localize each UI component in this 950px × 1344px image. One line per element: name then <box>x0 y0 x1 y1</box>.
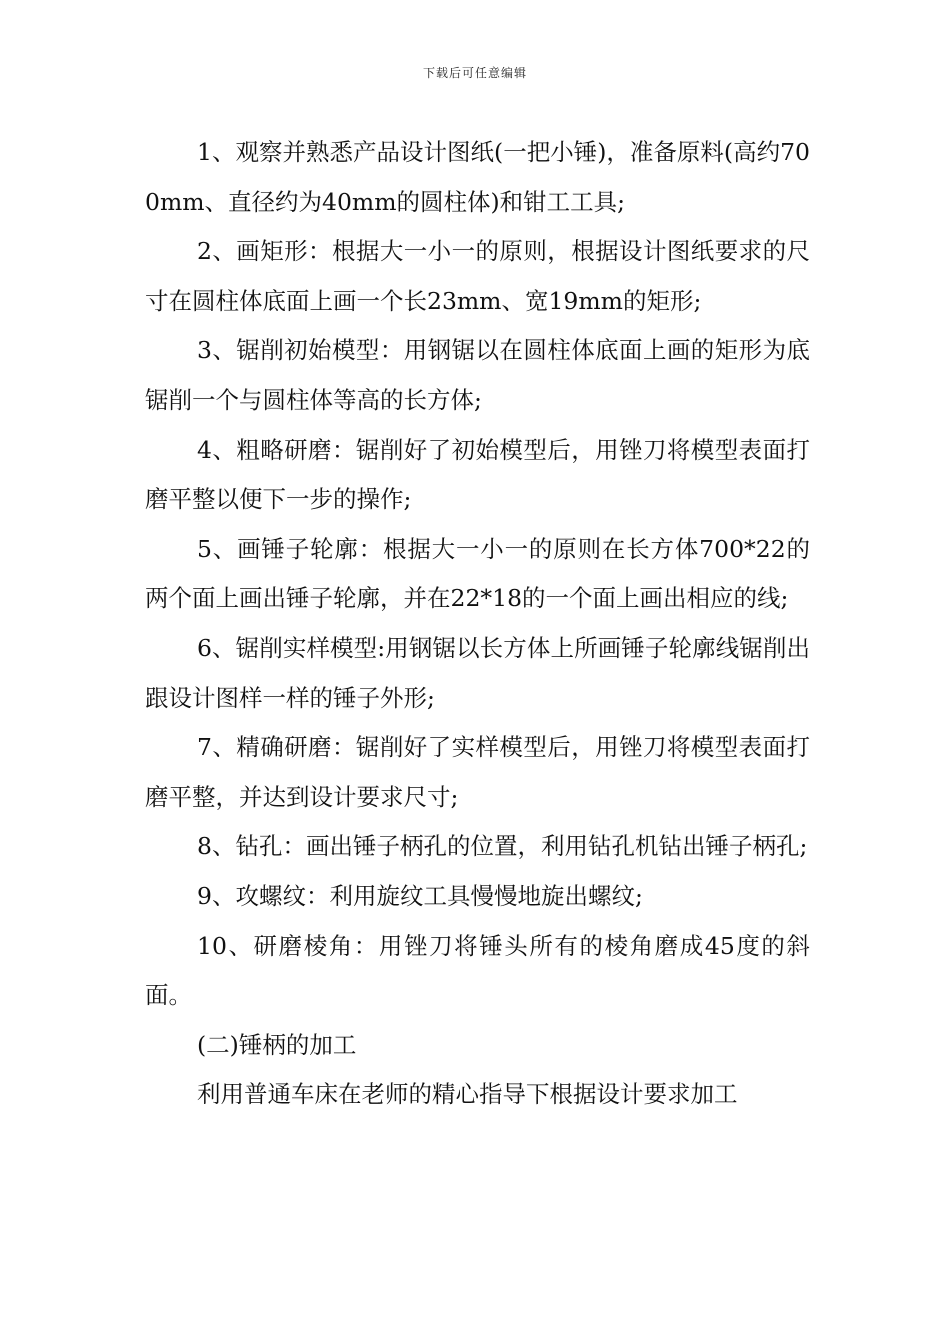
step-8-paragraph: 8、钻孔：画出锤子柄孔的位置，利用钻孔机钻出锤子柄孔; <box>197 832 808 861</box>
step-1-paragraph: 1、观察并熟悉产品设计图纸(一把小锤)，准备原料(高约700mm、直径约为40mm的圆柱体)和钳工工具; <box>145 138 810 216</box>
step-9-paragraph: 9、攻螺纹：利用旋纹工具慢慢地旋出螺纹; <box>197 881 643 910</box>
step-2-paragraph: 2、画矩形：根据大一小一的原则，根据设计图纸要求的尺寸在圆柱体底面上画一个长23mm、宽19mm的矩形; <box>145 237 810 315</box>
document-body <box>145 128 810 1120</box>
step-5-paragraph: 5、画锤子轮廓：根据大一小一的原则在长方体700*22的两个面上画出锤子轮廓，并在22*18的一个面上画出相应的线; <box>145 534 810 613</box>
page-header: 下载后可任意编辑 <box>422 66 527 80</box>
step-6-paragraph: 6、锯削实样模型:用钢锯以长方体上所画锤子轮廓线锯削出跟设计图样一样的锤子外形; <box>145 633 810 712</box>
step-3-paragraph: 3、锯削初始模型：用钢锯以在圆柱体底面上画的矩形为底锯削一个与圆柱体等高的长方体; <box>145 336 810 414</box>
step-10-paragraph: 10、研磨棱角：用锉刀将锤头所有的棱角磨成45度的斜面。 <box>145 931 810 1010</box>
step-7-paragraph: 7、精确研磨：锯削好了实样模型后，用锉刀将模型表面打磨平整，并达到设计要求尺寸; <box>145 733 810 811</box>
step-4-paragraph: 4、粗略研磨：锯削好了初始模型后，用锉刀将模型表面打磨平整以便下一步的操作; <box>145 435 810 514</box>
body-paragraph: 利用普通车床在老师的精心指导下根据设计要求加工 <box>197 1080 738 1109</box>
section-heading: (二)锤柄的加工 <box>197 1030 357 1059</box>
